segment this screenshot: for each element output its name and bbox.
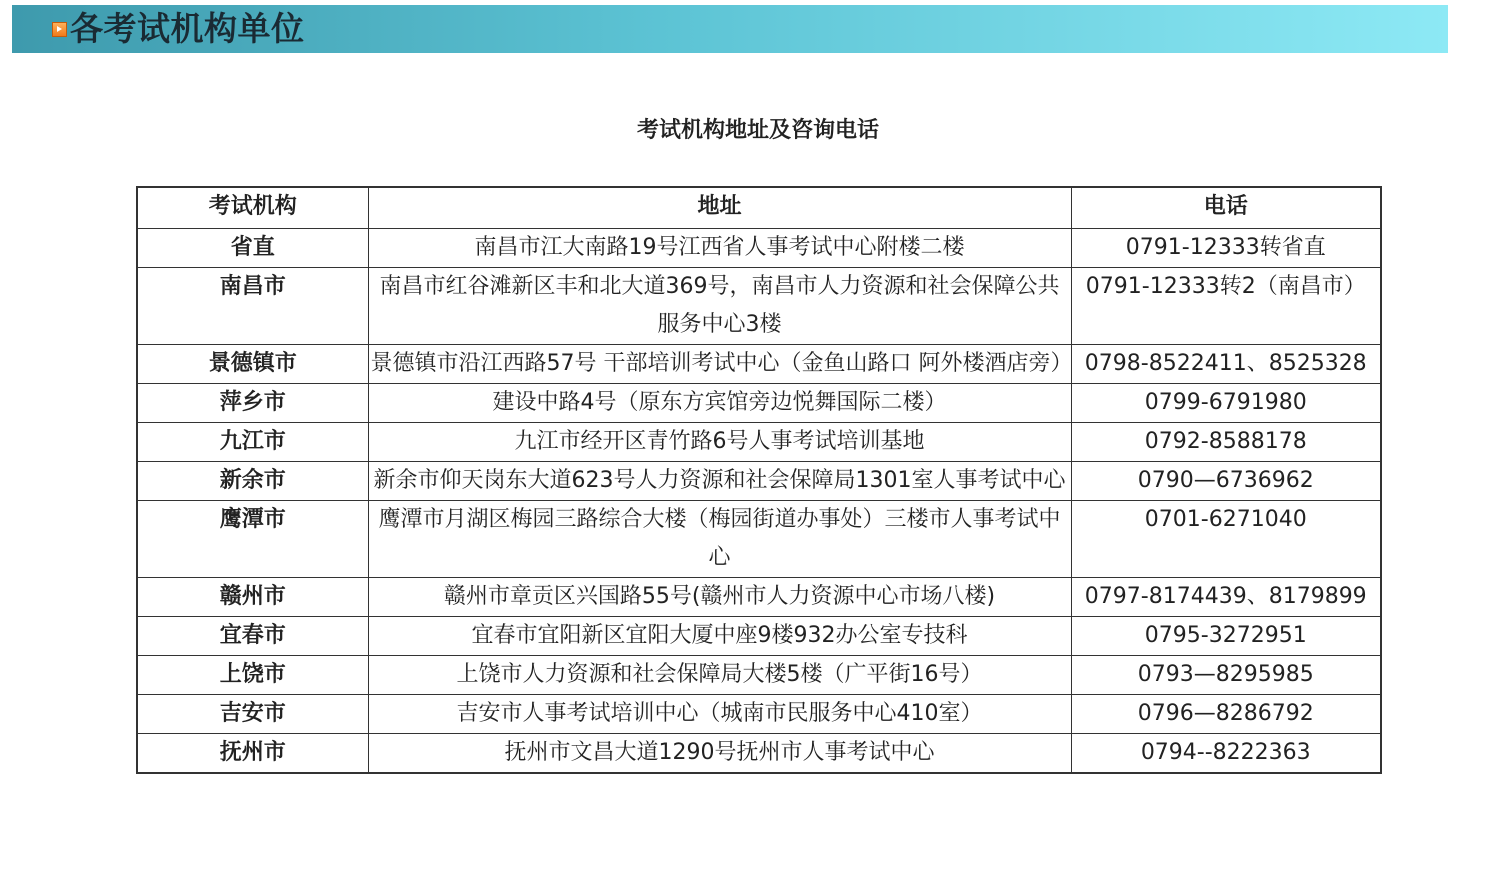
phone-cell: 0794--8222363 (1071, 734, 1381, 774)
institution-cell: 九江市 (137, 423, 368, 462)
address-cell: 抚州市文昌大道1290号抚州市人事考试中心 (368, 734, 1071, 774)
address-cell: 南昌市红谷滩新区丰和北大道369号，南昌市人力资源和社会保障公共服务中心3楼 (368, 268, 1071, 345)
institution-cell: 景德镇市 (137, 345, 368, 384)
table-row (137, 462, 1381, 501)
institution-cell: 吉安市 (137, 695, 368, 734)
address-cell: 吉安市人事考试培训中心（城南市民服务中心410室） (368, 695, 1071, 734)
column-header-address: 地址 (368, 187, 1071, 229)
address-cell: 宜春市宜阳新区宜阳大厦中座9楼932办公室专技科 (368, 617, 1071, 656)
table-row (137, 229, 1381, 268)
address-cell: 鹰潭市月湖区梅园三路综合大楼（梅园街道办事处）三楼市人事考试中心 (368, 501, 1071, 578)
phone-cell: 0799-6791980 (1071, 384, 1381, 423)
institution-cell: 新余市 (137, 462, 368, 501)
table-row (137, 656, 1381, 695)
table-row (137, 578, 1381, 617)
phone-cell: 0791-12333转2（南昌市） (1071, 268, 1381, 345)
institution-cell: 萍乡市 (137, 384, 368, 423)
phone-cell: 0793—8295985 (1071, 656, 1381, 695)
table-row (137, 695, 1381, 734)
phone-cell: 0795-3272951 (1071, 617, 1381, 656)
table-row (137, 501, 1381, 578)
institution-cell: 抚州市 (137, 734, 368, 774)
phone-cell: 0798-8522411、8525328 (1071, 345, 1381, 384)
address-cell: 九江市经开区青竹路6号人事考试培训基地 (368, 423, 1071, 462)
table-row (137, 268, 1381, 345)
table-row (137, 734, 1381, 774)
address-cell: 上饶市人力资源和社会保障局大楼5楼（广平街16号） (368, 656, 1071, 695)
table-row (137, 345, 1381, 384)
address-cell: 南昌市江大南路19号江西省人事考试中心附楼二楼 (368, 229, 1071, 268)
arrow-right-icon (52, 22, 67, 37)
phone-cell: 0701-6271040 (1071, 501, 1381, 578)
section-title: 各考试机构单位 (70, 9, 305, 48)
institution-cell: 鹰潭市 (137, 501, 368, 578)
phone-cell: 0792-8588178 (1071, 423, 1381, 462)
institution-cell: 宜春市 (137, 617, 368, 656)
table-caption: 考试机构地址及咨询电话 (636, 118, 879, 143)
phone-cell: 0797-8174439、8179899 (1071, 578, 1381, 617)
phone-cell: 0790—6736962 (1071, 462, 1381, 501)
institution-cell: 赣州市 (137, 578, 368, 617)
address-cell: 景德镇市沿江西路57号 干部培训考试中心（金鱼山路口 阿外楼酒店旁） (368, 345, 1071, 384)
phone-cell: 0791-12333转省直 (1071, 229, 1381, 268)
column-header-institution: 考试机构 (137, 187, 368, 229)
address-cell: 赣州市章贡区兴国路55号(赣州市人力资源中心市场八楼) (368, 578, 1071, 617)
phone-cell: 0796—8286792 (1071, 695, 1381, 734)
institution-cell: 省直 (137, 229, 368, 268)
table-header-row (137, 187, 1381, 229)
institution-cell: 上饶市 (137, 656, 368, 695)
address-cell: 建设中路4号（原东方宾馆旁边悦舞国际二楼） (368, 384, 1071, 423)
table-row (137, 384, 1381, 423)
column-header-phone: 电话 (1071, 187, 1381, 229)
section-header-bar (12, 5, 1448, 53)
table-row (137, 423, 1381, 462)
exam-institution-table (136, 186, 1382, 774)
table-row (137, 617, 1381, 656)
institution-cell: 南昌市 (137, 268, 368, 345)
address-cell: 新余市仰天岗东大道623号人力资源和社会保障局1301室人事考试中心 (368, 462, 1071, 501)
